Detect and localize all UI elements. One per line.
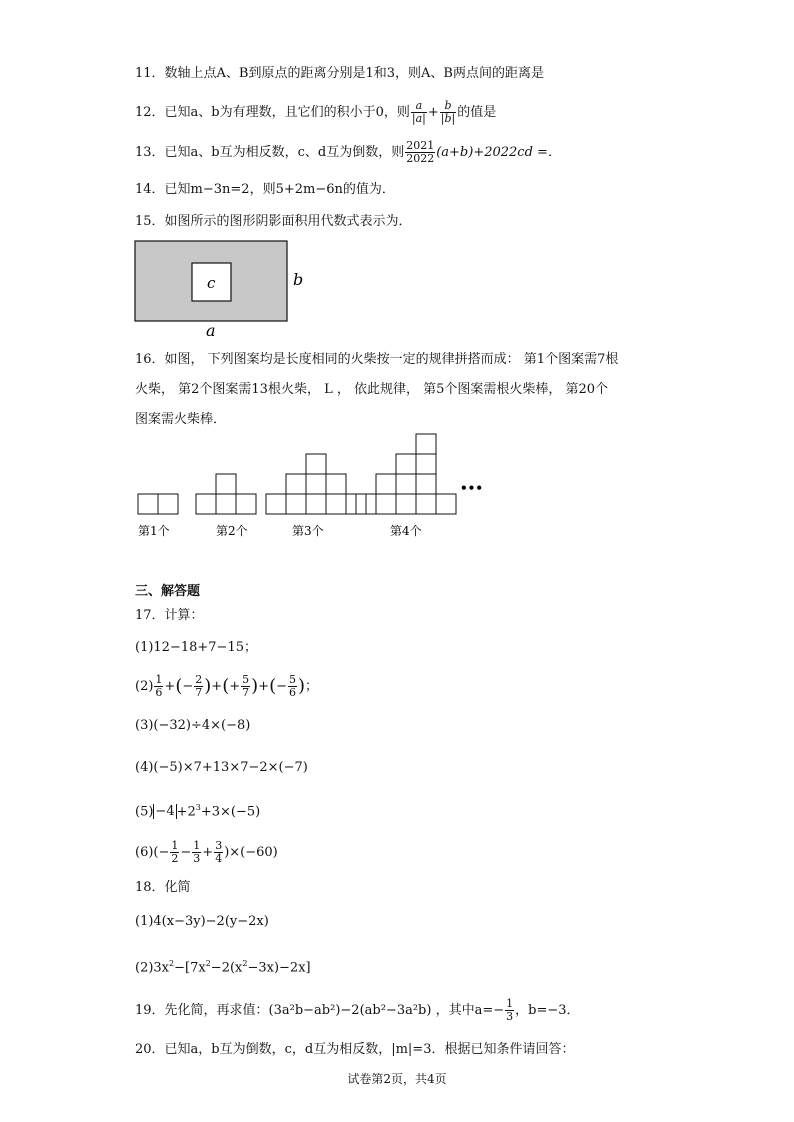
fraction-b-over-abs-b: $\frac{b}{|b|}$ — [440, 99, 456, 125]
q12-tail: 的值是 — [457, 105, 497, 120]
q13-tail: (a+b)+2022cd =． — [436, 145, 561, 160]
label-pattern-4: 第4个 — [390, 524, 422, 538]
question-20: 20．已知a，b互为倒数，c，d互为相反数，|m|=3．根据已知条件请回答： — [135, 1042, 575, 1057]
question-18: 18．化简 — [135, 880, 191, 895]
frac-1-3: $\frac{1}{3}$ — [193, 839, 201, 865]
q17-part-1: (1)12−18+7−15； — [135, 640, 257, 655]
label-c: c — [207, 274, 216, 292]
figure-15-shaded-rectangle — [130, 236, 320, 342]
question-16-line3: 图案需火柴棒． — [135, 412, 227, 427]
question-15: 15．如图所示的图形阴影面积用代数式表示为． — [135, 214, 412, 229]
section-3-heading: 三、解答题 — [135, 584, 201, 599]
q17-part-6: (6)(− $\frac{1}{2}$ − $\frac{1}{3}$ + $\frac{3}{4}$ )×(−60) — [135, 839, 278, 865]
question-12 — [135, 100, 496, 125]
q18-part-1: (1)4(x−3y)−2(y−2x) — [135, 914, 269, 929]
label-pattern-2: 第2个 — [216, 524, 248, 538]
page-footer: 试卷第2页，共4页 — [347, 1072, 447, 1086]
absolute-value: −4 — [155, 804, 175, 820]
pattern-4 — [356, 434, 456, 514]
figure-16-matchstick-patterns — [130, 432, 490, 544]
label-a: a — [206, 321, 216, 340]
q17-part-2: (2) $\frac{1}{6}$ +(− $\frac{2}{7}$ )+(+ $\frac{5}{7}$ )+(− $\frac{5}{6}$ )； — [135, 673, 319, 699]
frac-1-3-q19: $\frac{1}{3}$ — [506, 997, 514, 1023]
pattern-3 — [266, 454, 366, 514]
ellipsis: ••• — [460, 481, 484, 495]
fraction-2021-2022: $\frac{2021}{2022}$ — [406, 139, 435, 165]
question-16-line2: 火柴， 第2个图案需13根火柴， L ， 依此规律， 第5个图案需根火柴棒， 第20个 — [135, 382, 609, 397]
question-17: 17．计算： — [135, 608, 204, 623]
frac-3-4: $\frac{3}{4}$ — [215, 839, 223, 865]
label-b: b — [293, 270, 304, 289]
frac-2-7: $\frac{2}{7}$ — [195, 673, 203, 699]
question-13 — [135, 140, 561, 165]
frac-1-6: $\frac{1}{6}$ — [155, 673, 163, 699]
frac-5-7: $\frac{5}{7}$ — [242, 673, 250, 699]
q17-part-5: $(5) -4 +2^3+3\times(-5)$ — [135, 803, 261, 820]
q18-part-2: $(2)3x^2-[7x^2-2(x^2-3x)-2x]$ — [135, 959, 311, 976]
label-pattern-3: 第3个 — [292, 524, 324, 538]
pattern-2 — [196, 474, 256, 514]
pattern-1 — [138, 494, 178, 514]
question-16-line1: 16．如图， 下列图案均是长度相同的火柴按一定的规律拼搭而成： 第1个图案需7根 — [135, 352, 619, 367]
label-pattern-1: 第1个 — [138, 524, 170, 538]
q13-text: 13．已知a、b互为相反数，c、d互为倒数，则 — [135, 145, 405, 160]
question-14: 14．已知m−3n=2，则5+2m−6n的值为． — [135, 182, 395, 197]
frac-5-6: $\frac{5}{6}$ — [289, 673, 297, 699]
q17-part-4: (4)(−5)×7+13×7−2×(−7) — [135, 760, 308, 775]
fraction-a-over-abs-a: $\frac{a}{|a|}$ — [411, 99, 426, 125]
exponent: 3 — [195, 803, 201, 812]
question-11: 11．数轴上点A、B到原点的距离分别是1和3，则A、B两点间的距离是 — [135, 66, 544, 81]
plus-sign: + — [427, 105, 439, 120]
question-19: 19．先化简，再求值：(3a²b−ab²)−2(ab²−3a²b) ，其中a=− $\frac{1}{3}$ ，b=−3． — [135, 997, 580, 1023]
q17-part-3: (3)(−32)÷4×(−8) — [135, 718, 251, 733]
q12-text: 12．已知a、b为有理数，且它们的积小于0，则 — [135, 105, 410, 120]
frac-1-2: $\frac{1}{2}$ — [171, 839, 179, 865]
